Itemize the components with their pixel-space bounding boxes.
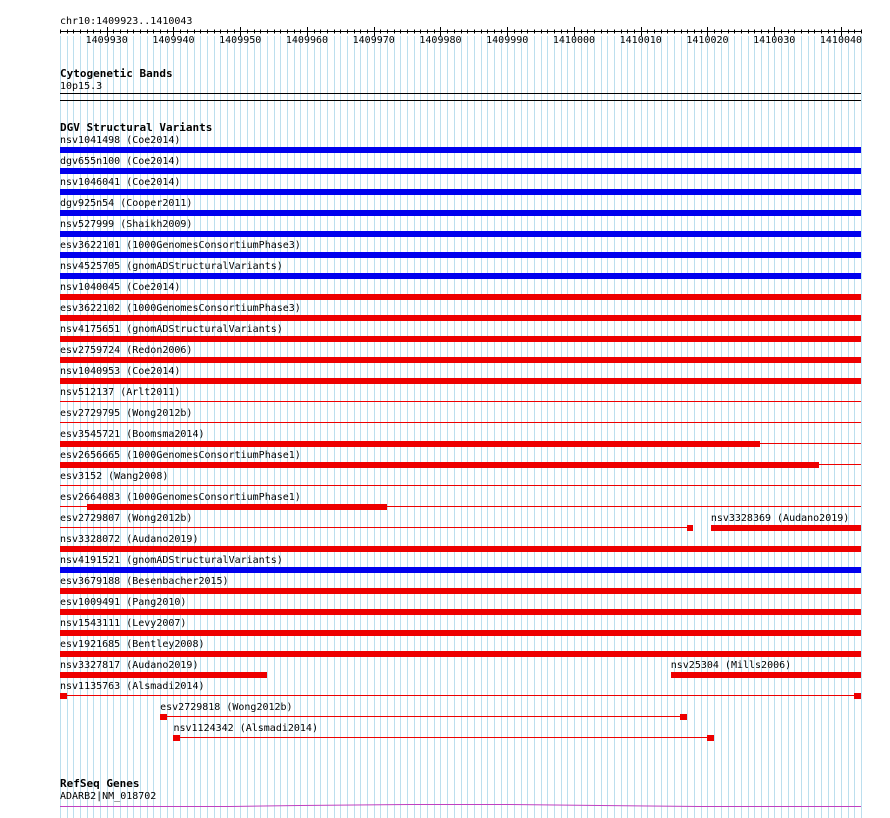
ruler-position-label: chr10:1409923..1410043 — [60, 16, 193, 27]
variant-label[interactable]: nsv527999 (Shaikh2009) — [60, 219, 193, 230]
variant-label[interactable]: esv2729807 (Wong2012b) — [60, 513, 193, 524]
variant-line[interactable] — [173, 737, 714, 738]
variant-line[interactable] — [60, 401, 861, 402]
variant-line[interactable] — [60, 443, 861, 444]
ruler-tick-label: 1409990 — [486, 35, 529, 46]
variant-label[interactable]: nsv1543111 (Levy2007) — [60, 618, 187, 629]
variant-label[interactable]: esv2656665 (1000GenomesConsortiumPhase1) — [60, 450, 301, 461]
variant-line[interactable] — [60, 485, 861, 486]
variant-label[interactable]: esv3622101 (1000GenomesConsortiumPhase3) — [60, 240, 301, 251]
variant-bar[interactable] — [60, 672, 267, 678]
variant-end-block[interactable] — [854, 693, 861, 699]
variant-bar[interactable] — [60, 546, 861, 552]
cytoband-top-rule — [60, 93, 861, 94]
variant-label[interactable]: nsv25304 (Mills2006) — [670, 660, 792, 671]
variant-label[interactable]: esv2729795 (Wong2012b) — [60, 408, 193, 419]
ruler-tick-label: 1409940 — [152, 35, 195, 46]
variant-bar[interactable] — [60, 609, 861, 615]
variant-bar[interactable] — [60, 210, 861, 216]
ruler-tick-label: 1409970 — [352, 35, 395, 46]
variant-bar[interactable] — [60, 252, 861, 258]
variant-label[interactable]: esv1009491 (Pang2010) — [60, 597, 187, 608]
variant-label[interactable]: nsv512137 (Arlt2011) — [60, 387, 181, 398]
variant-label[interactable]: esv3545721 (Boomsma2014) — [60, 429, 205, 440]
variant-label[interactable]: esv2729818 (Wong2012b) — [160, 702, 293, 713]
variant-start-block[interactable] — [173, 735, 180, 741]
ruler-tick-label: 1409950 — [219, 35, 262, 46]
variant-label[interactable]: nsv1041498 (Coe2014) — [60, 135, 181, 146]
ruler-tick-label: 1409960 — [285, 35, 329, 46]
variant-bar[interactable] — [60, 651, 861, 657]
variant-label[interactable]: nsv4191521 (gnomADStructuralVariants) — [60, 555, 283, 566]
variant-label[interactable]: esv3622102 (1000GenomesConsortiumPhase3) — [60, 303, 301, 314]
variant-label[interactable]: nsv3328369 (Audano2019) — [710, 513, 850, 524]
variant-bar[interactable] — [60, 294, 861, 300]
variant-bar[interactable] — [60, 441, 760, 447]
cytoband-bottom-rule — [60, 100, 861, 101]
variant-bar[interactable] — [60, 231, 861, 237]
variant-bar[interactable] — [60, 273, 861, 279]
ruler-tick-label: 1410010 — [619, 35, 662, 46]
variant-label[interactable]: nsv4525705 (gnomADStructuralVariants) — [60, 261, 283, 272]
variant-bar[interactable] — [711, 525, 861, 531]
variant-bar[interactable] — [60, 567, 861, 573]
variant-bar[interactable] — [60, 189, 861, 195]
ruler-tick-label: 1410020 — [686, 35, 729, 46]
variant-label[interactable]: nsv3327817 (Audano2019) — [60, 660, 199, 671]
variant-label[interactable]: nsv1124342 (Alsmadi2014) — [173, 723, 318, 734]
variant-label[interactable]: esv2759724 (Redon2006) — [60, 345, 193, 356]
variant-label[interactable]: esv1921685 (Bentley2008) — [60, 639, 205, 650]
variant-end-block[interactable] — [680, 714, 687, 720]
ruler-tick-label: 1410000 — [552, 35, 596, 46]
variant-end-block[interactable] — [707, 735, 714, 741]
variant-line[interactable] — [60, 422, 861, 423]
ruler-tick-label: 1410040 — [819, 35, 863, 46]
refseq-track-title[interactable]: RefSeq Genes — [60, 777, 140, 790]
cytoband-track-title[interactable]: Cytogenetic Bands — [60, 67, 173, 80]
variant-bar[interactable] — [671, 672, 861, 678]
variant-bar[interactable] — [60, 168, 861, 174]
cytoband-label: 10p15.3 — [60, 81, 103, 92]
refseq-gene-label[interactable]: ADARB2|NM_018702 — [60, 791, 157, 802]
variant-line[interactable] — [160, 716, 687, 717]
variant-bar[interactable] — [60, 462, 819, 468]
variant-bar[interactable] — [60, 378, 861, 384]
ruler-tick-label: 1409930 — [85, 35, 128, 46]
variant-label[interactable]: dgv925n54 (Cooper2011) — [60, 198, 193, 209]
variant-line[interactable] — [60, 464, 861, 465]
variant-label[interactable]: nsv1135763 (Alsmadi2014) — [60, 681, 205, 692]
variant-label[interactable]: dgv655n100 (Coe2014) — [60, 156, 181, 167]
ruler-tick-label: 1409980 — [419, 35, 462, 46]
variant-label[interactable]: nsv1046041 (Coe2014) — [60, 177, 181, 188]
ruler-tick-label: 1410030 — [753, 35, 796, 46]
variant-bar[interactable] — [60, 315, 861, 321]
variant-end-block[interactable] — [687, 525, 693, 531]
variant-bar[interactable] — [60, 357, 861, 363]
variant-line[interactable] — [60, 695, 861, 696]
variant-label[interactable]: esv3152 (Wang2008) — [60, 471, 169, 482]
variant-bar[interactable] — [60, 588, 861, 594]
variant-label[interactable]: esv2664083 (1000GenomesConsortiumPhase1) — [60, 492, 301, 503]
variant-bar[interactable] — [60, 147, 861, 153]
variant-bar[interactable] — [87, 504, 387, 510]
variant-label[interactable]: nsv4175651 (gnomADStructuralVariants) — [60, 324, 283, 335]
variant-start-block[interactable] — [160, 714, 167, 720]
dgv-track-title[interactable]: DGV Structural Variants — [60, 121, 213, 134]
variant-start-block[interactable] — [60, 693, 67, 699]
variant-label[interactable]: nsv3328072 (Audano2019) — [60, 534, 199, 545]
variant-bar[interactable] — [60, 336, 861, 342]
variant-label[interactable]: nsv1040045 (Coe2014) — [60, 282, 181, 293]
variant-line[interactable] — [60, 527, 687, 528]
variant-label[interactable]: nsv1040953 (Coe2014) — [60, 366, 181, 377]
variant-bar[interactable] — [60, 630, 861, 636]
variant-label[interactable]: esv3679188 (Besenbacher2015) — [60, 576, 229, 587]
